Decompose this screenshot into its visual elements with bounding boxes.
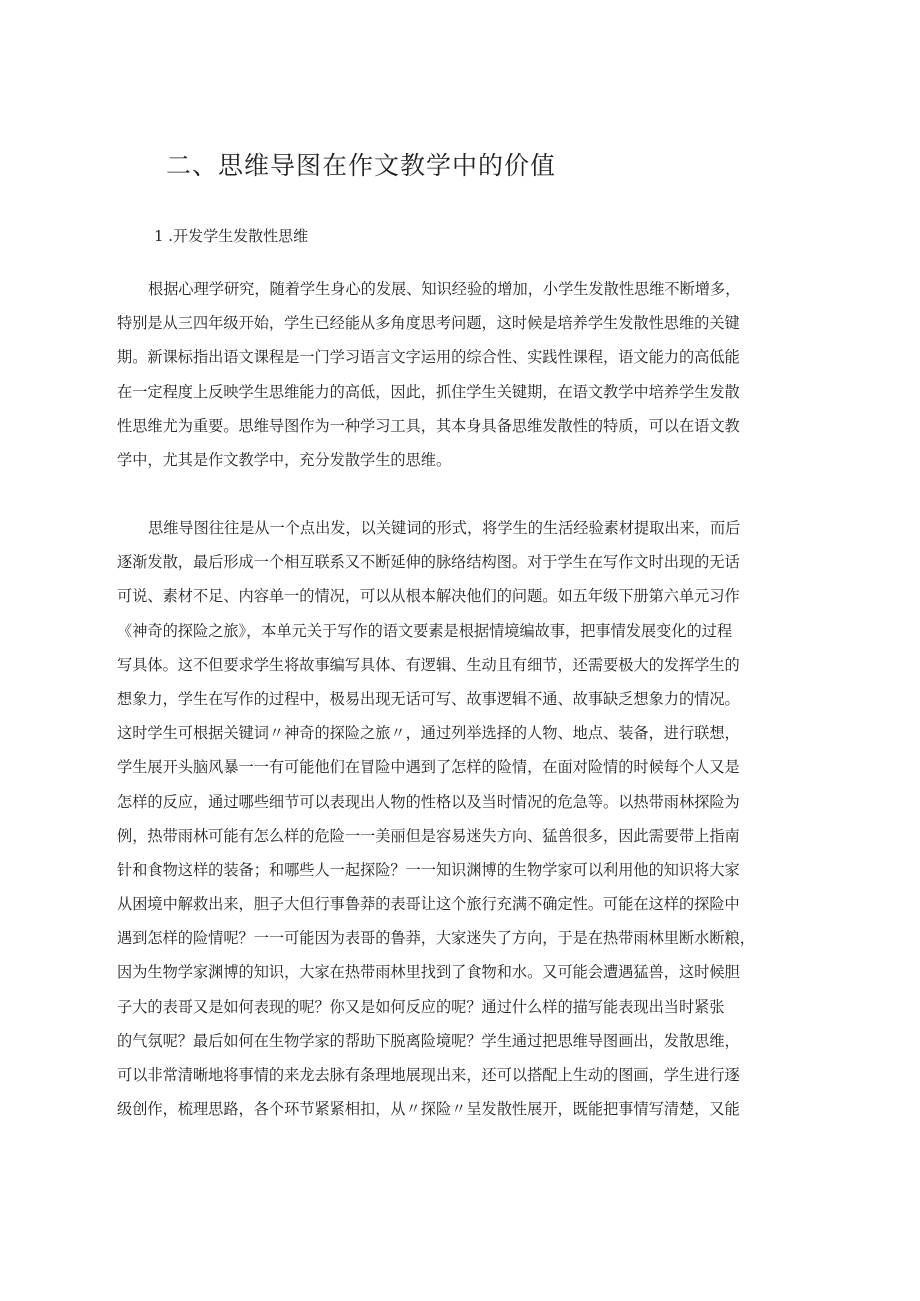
paragraph-line: 想象力，学生在写作的过程中，极易出现无话可写、故事逻辑不通、故事缺乏想象力的情况。 xyxy=(117,689,740,708)
paragraph-line: 可说、素材不足、内容单一的情况，可以从根本解决他们的问题。如五年级下册第六单元习作 xyxy=(117,587,740,606)
paragraph-line: 的气氛呢？最后如何在生物学家的帮助下脱离险境呢？学生通过把思维导图画出，发散思维， xyxy=(117,1031,740,1050)
paragraph-line: 学生展开头脑风暴一一有可能他们在冒险中遇到了怎样的险情，在面对险情的时候每个人又是 xyxy=(117,758,740,777)
paragraph-line: 这时学生可根据关键词〃神奇的探险之旅〃，通过列举选择的人物、地点、装备，进行联想， xyxy=(117,724,740,743)
paragraph-line: 因为生物学家渊博的知识，大家在热带雨林里找到了食物和水。又可能会遭遇猛兽，这时候胆 xyxy=(117,963,740,982)
paragraph-line: 写具体。这不但要求学生将故事编写具体、有逻辑、生动且有细节，还需要极大的发挥学生的 xyxy=(117,655,740,674)
paragraph-line: 级创作，梳理思路，各个环节紧紧相扣，从〃探险〃呈发散性展开，既能把事情写清楚，又能 xyxy=(117,1100,740,1119)
paragraph-line: 从困境中解救出来，胆子大但行事鲁莽的表哥让这个旅行充满不确定性。可能在这样的探险中 xyxy=(117,895,740,914)
paragraph-2 xyxy=(117,511,819,1126)
paragraph-line: 根据心理学研究，随着学生身心的发展、知识经验的增加，小学生发散性思维不断增多， xyxy=(148,280,741,298)
section-subtitle: 1 .开发学生发散性思维 xyxy=(154,227,309,245)
paragraph-line: 特别是从三四年级开始，学生已经能从多角度思考问题，这时候是培养学生发散性思维的关键 xyxy=(117,314,740,333)
section-title: 二、思维导图在作文教学中的价值 xyxy=(166,151,557,180)
paragraph-line: 《神奇的探险之旅》，本单元关于写作的语文要素是根据情境编故事，把事情发展变化的过程 xyxy=(117,621,733,640)
paragraph-line: 思维导图往往是从一个点出发，以关键词的形式，将学生的生活经验素材提取出来，而后 xyxy=(148,519,741,537)
paragraph-line: 期。新课标指出语文课程是一门学习语言文字运用的综合性、实践性课程，语文能力的高低能 xyxy=(117,348,740,367)
paragraph-1 xyxy=(117,272,819,477)
paragraph-line: 针和食物这样的装备；和哪些人一起探险？一一知识渊博的生物学家可以利用他的知识将大家 xyxy=(117,860,740,879)
paragraph-line: 逐渐发散，最后形成一个相互联系又不断延伸的脉络结构图。对于学生在写作文时出现的无话 xyxy=(117,553,740,572)
paragraph-line: 可以非常清晰地将事情的来龙去脉有条理地展现出来，还可以搭配上生动的图画，学生进行逐 xyxy=(117,1066,740,1084)
paragraph-line: 子大的表哥又是如何表现的呢？你又是如何反应的呢？通过什么样的描写能表现出当时紧张 xyxy=(117,997,725,1016)
paragraph-line: 遇到怎样的险情呢？一一可能因为表哥的鲁莽，大家迷失了方向，于是在热带雨林里断水断粮， xyxy=(117,929,755,948)
paragraph-line: 性思维尤为重要。思维导图作为一种学习工具，其本身具备思维发散性的特质，可以在语文教 xyxy=(117,416,740,435)
paragraph-line: 在一定程度上反映学生思维能力的高低，因此，抓住学生关键期，在语文教学中培养学生发散 xyxy=(117,382,740,401)
paragraph-line: 学中，尤其是作文教学中，充分发散学生的思维。 xyxy=(117,450,452,469)
paragraph-line: 例，热带雨林可能有怎么样的危险一一美丽但是容易迷失方向、猛兽很多，因此需要带上指南 xyxy=(117,826,740,845)
paragraph-line: 怎样的反应，通过哪些细节可以表现出人物的性格以及当时情况的危急等。以热带雨林探险为 xyxy=(117,792,740,811)
